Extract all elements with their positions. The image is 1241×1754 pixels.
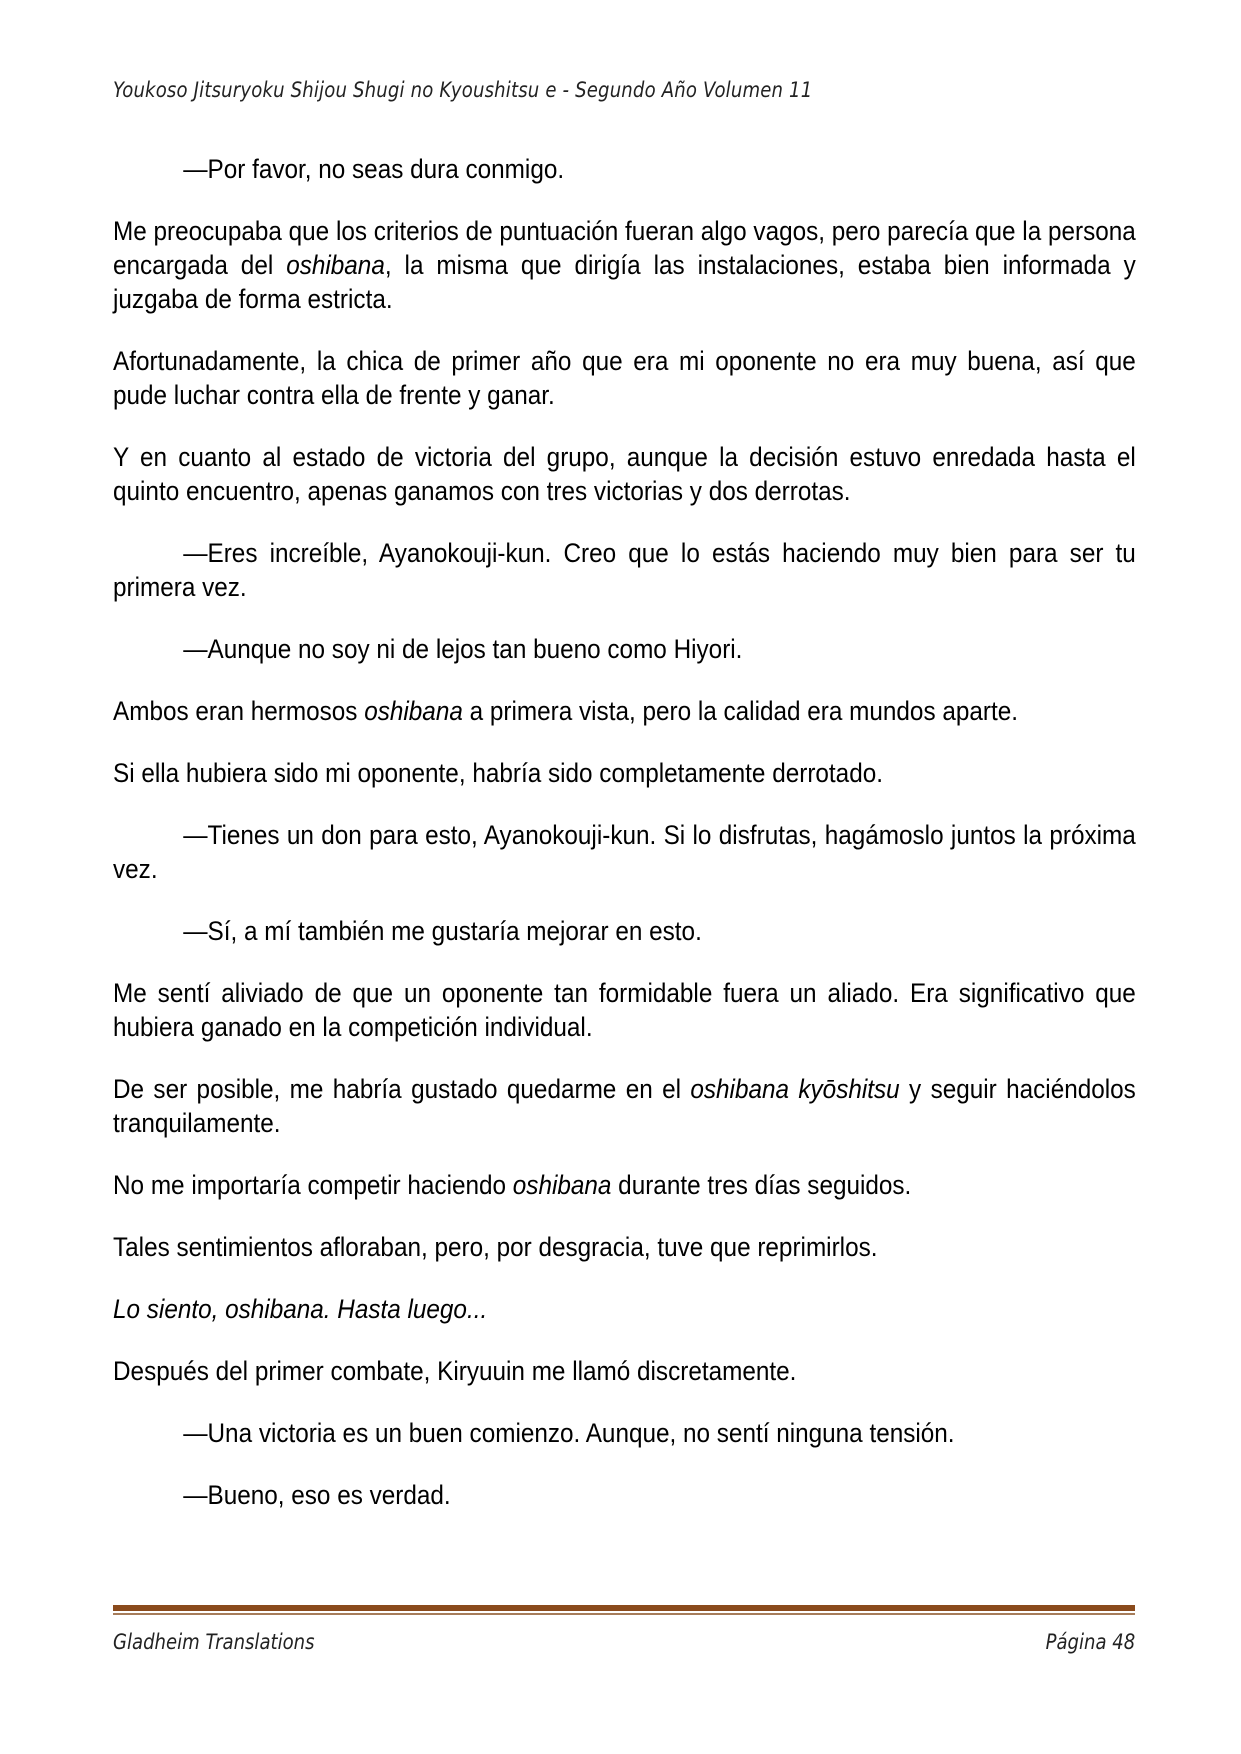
narration-paragraph (113, 344, 1136, 412)
dialogue-paragraph (113, 632, 1136, 666)
text-segment: Si ella hubiera sido mi oponente, habría sido completamente derrotado. (113, 758, 883, 788)
page-body (113, 152, 1135, 1540)
italic-text: Lo siento, oshibana. Hasta luego... (113, 1294, 488, 1324)
text-segment: —Por favor, no seas dura conmigo. (183, 154, 565, 184)
dialogue-paragraph (113, 914, 1136, 948)
dialogue-paragraph (113, 536, 1136, 604)
text-segment: a primera vista, pero la calidad era mundos aparte. (462, 696, 1019, 726)
page-number: Página 48 (1045, 1630, 1135, 1654)
dialogue-paragraph (113, 1478, 1136, 1512)
narration-paragraph (113, 756, 1136, 790)
text-segment: De ser posible, me habría gustado quedarme en el (113, 1074, 691, 1104)
footer-rule-thin (113, 1613, 1135, 1615)
narration-paragraph (113, 440, 1136, 508)
text-segment: durante tres días seguidos. (611, 1170, 912, 1200)
text-segment: —Una victoria es un buen comienzo. Aunque, no sentí ninguna tensión. (183, 1418, 955, 1448)
text-segment: —Bueno, eso es verdad. (183, 1480, 451, 1510)
text-segment: —Sí, a mí también me gustaría mejorar en esto. (183, 916, 702, 946)
running-header: Youkoso Jitsuryoku Shijou Shugi no Kyoushitsu e - Segundo Año Volumen 11 (113, 78, 813, 102)
text-segment: —Tienes un don para esto, Ayanokouji-kun. Si lo disfrutas, hagámoslo juntos la próxima vez. (113, 820, 1136, 884)
narration-paragraph (113, 1168, 1136, 1202)
dialogue-paragraph (113, 152, 1136, 186)
dialogue-paragraph (113, 1416, 1136, 1450)
text-segment: Me sentí aliviado de que un oponente tan formidable fuera un aliado. Era significativo que hubiera ganado en la competición individual. (113, 978, 1136, 1042)
narration-paragraph (113, 1230, 1136, 1264)
italic-text: oshibana (512, 1170, 612, 1200)
italic-text: oshibana (364, 696, 463, 726)
text-segment: Ambos eran hermosos (113, 696, 365, 726)
narration-paragraph (113, 1354, 1136, 1388)
text-segment: y seguir haciéndolos tranquilamente. (113, 1074, 1136, 1138)
narration-paragraph (113, 1292, 1136, 1326)
narration-paragraph (113, 694, 1136, 728)
italic-text: oshibana kyōshitsu (690, 1074, 900, 1104)
text-segment: —Eres increíble, Ayanokouji-kun. Creo que lo estás haciendo muy bien para ser tu primera vez. (113, 538, 1136, 602)
text-segment: —Aunque no soy ni de lejos tan bueno como Hiyori. (183, 634, 743, 664)
text-segment: Y en cuanto al estado de victoria del grupo, aunque la decisión estuvo enredada hasta el quinto encuentro, apenas ganamos con tres victorias y dos derrotas. (113, 442, 1136, 506)
text-segment: Tales sentimientos afloraban, pero, por desgracia, tuve que reprimirlos. (113, 1232, 878, 1262)
narration-paragraph (113, 214, 1136, 316)
footer-credit: Gladheim Translations (113, 1630, 315, 1654)
text-segment: No me importaría competir haciendo (113, 1170, 513, 1200)
text-segment: Me preocupaba que los criterios de puntuación fueran algo vagos, pero parecía que la persona encargada del (113, 216, 1136, 280)
text-segment: Después del primer combate, Kiryuuin me llamó discretamente. (113, 1356, 797, 1386)
narration-paragraph (113, 976, 1136, 1044)
text-segment: , la misma que dirigía las instalaciones, estaba bien informada y juzgaba de forma estricta. (113, 250, 1136, 314)
text-segment: Afortunadamente, la chica de primer año que era mi oponente no era muy buena, así que pude luchar contra ella de frente y ganar. (113, 346, 1136, 410)
dialogue-paragraph (113, 818, 1136, 886)
footer-rule-thick (113, 1605, 1135, 1611)
italic-text: oshibana (286, 250, 385, 280)
narration-paragraph (113, 1072, 1136, 1140)
